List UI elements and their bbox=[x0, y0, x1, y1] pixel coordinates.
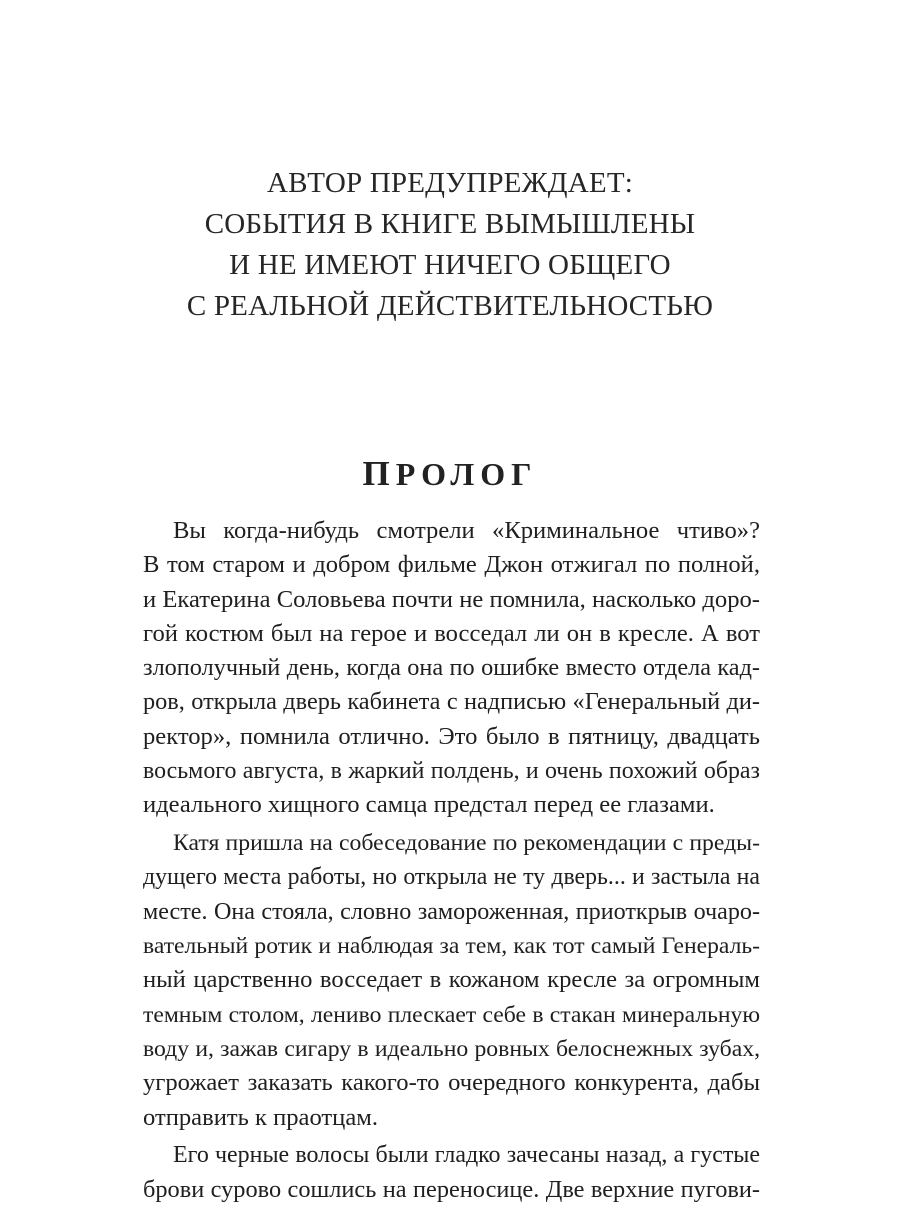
text-line: злополучный день, когда она по ошибке вместо отдела кад- bbox=[143, 654, 760, 682]
paragraph bbox=[143, 1138, 760, 1207]
warning-line: СОБЫТИЯ В КНИГЕ ВЫМЫШЛЕНЫ bbox=[204, 208, 696, 240]
text-line: восьмого августа, в жаркий полдень, и очень похожий образ bbox=[143, 758, 760, 785]
text-line: Его черные волосы были гладко зачесаны назад, а густые bbox=[173, 1142, 760, 1169]
paragraph bbox=[143, 826, 760, 1135]
text-line: В том старом и добром фильме Джон отжигал по полной, bbox=[143, 551, 760, 579]
chapter-title bbox=[0, 454, 900, 494]
chapter-title-initial: П bbox=[362, 454, 396, 493]
text-line: темным столом, лениво плескает себе в стакан минеральную bbox=[143, 1001, 760, 1028]
text-line: и Екатерина Соловьева почти не помнила, насколько доро- bbox=[143, 585, 760, 613]
text-line: воду и, зажав сигару в идеально ровных белоснежных зубах, bbox=[143, 1035, 760, 1062]
text-line: брови сурово сошлись на переносице. Две верхние пугови- bbox=[143, 1175, 760, 1203]
text-line: месте. Она стояла, словно замороженная, приоткрыв очаро- bbox=[143, 898, 760, 925]
text-line: Вы когда-нибудь смотрели «Криминальное чтиво»? bbox=[173, 517, 760, 544]
warning-line: И НЕ ИМЕЮТ НИЧЕГО ОБЩЕГО bbox=[229, 249, 671, 281]
body-text bbox=[143, 514, 760, 1210]
chapter-title-rest: РОЛОГ bbox=[395, 456, 538, 492]
warning-line: АВТОР ПРЕДУПРЕЖДАЕТ: bbox=[267, 167, 633, 199]
text-line: ный царственно восседает в кожаном кресле за огромным bbox=[143, 966, 760, 994]
text-line: угрожает заказать какого-то очередного конкурента, дабы bbox=[143, 1069, 760, 1097]
text-line: ректор», помнила отлично. Это было в пятницу, двадцать bbox=[143, 722, 760, 750]
warning-line: С РЕАЛЬНОЙ ДЕЙСТВИТЕЛЬНОСТЬЮ bbox=[186, 290, 714, 322]
text-line: дущего места работы, но открыла не ту дверь... и застыла на bbox=[143, 864, 760, 891]
text-line: вательный ротик и наблюдая за тем, как тот самый Генераль- bbox=[143, 933, 760, 960]
text-line: идеального хищного самца предстал перед ее глазами. bbox=[143, 791, 715, 819]
author-warning bbox=[0, 163, 900, 327]
paragraph bbox=[143, 514, 760, 823]
text-line: отправить к праотцам. bbox=[143, 1103, 378, 1131]
text-line: ров, открыла дверь кабинета с надписью «Генеральный ди- bbox=[143, 688, 760, 716]
text-line: гой костюм был на герое и восседал ли он в кресле. А вот bbox=[143, 619, 760, 647]
text-line: Катя пришла на собеседование по рекомендации с преды- bbox=[173, 830, 760, 857]
